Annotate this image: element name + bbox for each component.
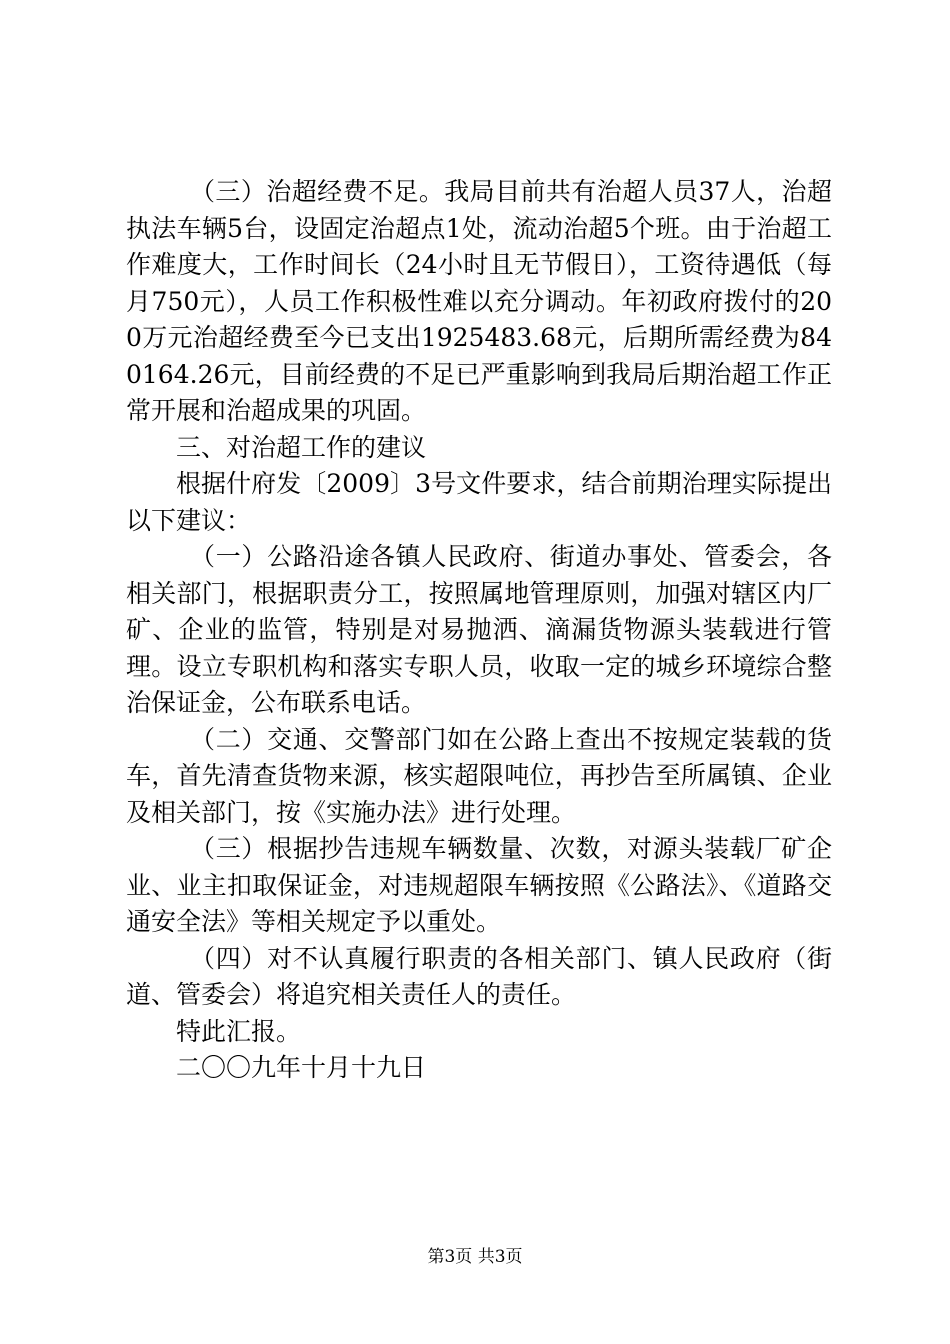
paragraph-funding-shortage: （三）治超经费不足。我局目前共有治超人员37人，治超执法车辆5台，设固定治超点1处，流动治超5个班。由于治超工作难度大，工作时间长（24小时且无节假日），工资待遇低（每月750元），人员工作积极性难以充分调动。年初政府拨付的200万元治超经费至今已支出1925483.68元，后期所需经费为840164.26元，目前经费的不足已严重影响到我局后期治超工作正常开展和治超成果的巩固。 — [126, 177, 832, 425]
section-heading-suggestions: 三、对治超工作的建议 — [176, 432, 427, 462]
page-footer — [0, 1242, 950, 1267]
paragraph-closing: 特此汇报。 — [176, 1016, 302, 1046]
paragraph-suggestion-4: （四）对不认真履行职责的各相关部门、镇人民政府（街道、管委会）将追究相关责任人的责任。 — [126, 943, 832, 1009]
document-date: 二〇〇九年十月十九日 — [176, 1053, 427, 1082]
page-number-label: 第3页 共3页 — [427, 1247, 523, 1267]
document-body — [126, 174, 832, 1087]
paragraph-suggestion-1: （一）公路沿途各镇人民政府、街道办事处、管委会，各相关部门，根据职责分工，按照属地管理原则，加强对辖区内厂矿、企业的监管，特别是对易抛洒、滴漏货物源头装载进行管理。设立专职机构和落实专职人员，收取一定的城乡环境综合整治保证金，公布联系电话。 — [126, 542, 832, 717]
paragraph-intro-suggestions: 根据什府发〔2009〕3号文件要求，结合前期治理实际提出以下建议： — [126, 469, 832, 535]
paragraph-suggestion-3: （三）根据抄告违规车辆数量、次数，对源头装载厂矿企业、业主扣取保证金，对违规超限车辆按照《公路法》、《道路交通安全法》等相关规定予以重处。 — [126, 834, 832, 936]
paragraph-suggestion-2: （二）交通、交警部门如在公路上查出不按规定装载的货车，首先清查货物来源，核实超限吨位，再抄告至所属镇、企业及相关部门，按《实施办法》进行处理。 — [126, 724, 832, 827]
